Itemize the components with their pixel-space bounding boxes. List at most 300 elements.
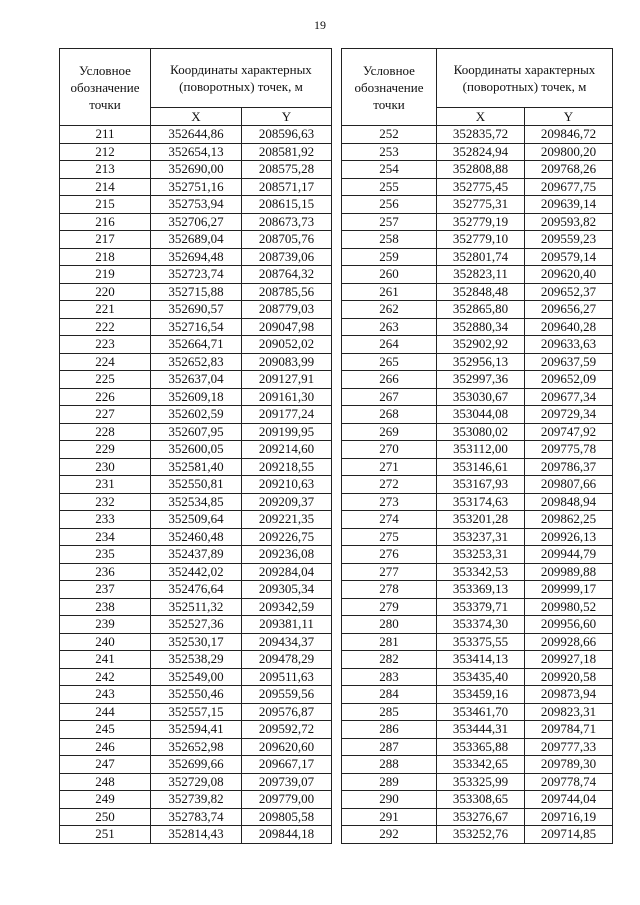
- point-number-cell: 254: [342, 161, 437, 179]
- table-row: [342, 511, 613, 529]
- x-coordinate-cell: 352549,00: [151, 668, 242, 686]
- y-coordinate-cell: 209920,58: [525, 668, 613, 686]
- x-coordinate-cell: 352607,95: [151, 423, 242, 441]
- point-number-cell: 243: [60, 686, 151, 704]
- x-coordinate-cell: 352739,82: [151, 791, 242, 809]
- point-number-cell: 231: [60, 476, 151, 494]
- x-coordinate-cell: 353435,40: [437, 668, 525, 686]
- table-row: [342, 143, 613, 161]
- point-number-cell: 234: [60, 528, 151, 546]
- point-number-cell: 258: [342, 231, 437, 249]
- y-coordinate-cell: 209381,11: [242, 616, 332, 634]
- y-coordinate-cell: 209789,30: [525, 756, 613, 774]
- x-coordinate-cell: 352814,43: [151, 826, 242, 844]
- table-row: [342, 283, 613, 301]
- y-coordinate-cell: 209768,26: [525, 161, 613, 179]
- point-number-cell: 230: [60, 458, 151, 476]
- point-number-cell: 250: [60, 808, 151, 826]
- x-coordinate-cell: 352609,18: [151, 388, 242, 406]
- table-row: [60, 441, 332, 459]
- point-number-cell: 287: [342, 738, 437, 756]
- y-coordinate-cell: 208779,03: [242, 301, 332, 319]
- x-coordinate-cell: 353201,28: [437, 511, 525, 529]
- x-coordinate-cell: 352902,92: [437, 336, 525, 354]
- point-number-cell: 257: [342, 213, 437, 231]
- point-number-cell: 227: [60, 406, 151, 424]
- y-coordinate-cell: 209999,17: [525, 581, 613, 599]
- y-coordinate-cell: 209199,95: [242, 423, 332, 441]
- table-row: [342, 336, 613, 354]
- x-coordinate-cell: 352753,94: [151, 196, 242, 214]
- y-coordinate-cell: 209784,71: [525, 721, 613, 739]
- y-coordinate-cell: 209805,58: [242, 808, 332, 826]
- table-row: [60, 143, 332, 161]
- y-coordinate-cell: 209800,20: [525, 143, 613, 161]
- header-x: X: [437, 108, 525, 126]
- header-coordinates: Координаты характерных (поворотных) точек, м: [437, 49, 613, 108]
- x-coordinate-cell: 353276,67: [437, 808, 525, 826]
- point-number-cell: 233: [60, 511, 151, 529]
- point-number-cell: 290: [342, 791, 437, 809]
- x-coordinate-cell: 352530,17: [151, 633, 242, 651]
- point-number-cell: 280: [342, 616, 437, 634]
- x-coordinate-cell: 353342,53: [437, 563, 525, 581]
- y-coordinate-cell: 209047,98: [242, 318, 332, 336]
- table-row: [60, 213, 332, 231]
- table-row: [60, 476, 332, 494]
- table-body-right: [342, 126, 613, 844]
- y-coordinate-cell: 209652,37: [525, 283, 613, 301]
- point-number-cell: 220: [60, 283, 151, 301]
- point-number-cell: 245: [60, 721, 151, 739]
- point-number-cell: 223: [60, 336, 151, 354]
- table-row: [60, 423, 332, 441]
- point-number-cell: 218: [60, 248, 151, 266]
- y-coordinate-cell: 209620,40: [525, 266, 613, 284]
- y-coordinate-cell: 208764,32: [242, 266, 332, 284]
- table-row: [60, 126, 332, 144]
- table-row: [342, 231, 613, 249]
- table-row: [60, 406, 332, 424]
- y-coordinate-cell: 209927,18: [525, 651, 613, 669]
- table-row: [60, 528, 332, 546]
- y-coordinate-cell: 208575,28: [242, 161, 332, 179]
- y-coordinate-cell: 209729,34: [525, 406, 613, 424]
- y-coordinate-cell: 209807,66: [525, 476, 613, 494]
- y-coordinate-cell: 209637,59: [525, 353, 613, 371]
- x-coordinate-cell: 353365,88: [437, 738, 525, 756]
- table-row: [342, 528, 613, 546]
- point-number-cell: 221: [60, 301, 151, 319]
- y-coordinate-cell: 208705,76: [242, 231, 332, 249]
- y-coordinate-cell: 208785,56: [242, 283, 332, 301]
- point-number-cell: 239: [60, 616, 151, 634]
- y-coordinate-cell: 209956,60: [525, 616, 613, 634]
- x-coordinate-cell: 353308,65: [437, 791, 525, 809]
- point-number-cell: 238: [60, 598, 151, 616]
- table-row: [342, 196, 613, 214]
- point-number-cell: 253: [342, 143, 437, 161]
- x-coordinate-cell: 352865,80: [437, 301, 525, 319]
- x-coordinate-cell: 353044,08: [437, 406, 525, 424]
- x-coordinate-cell: 352801,74: [437, 248, 525, 266]
- x-coordinate-cell: 352723,74: [151, 266, 242, 284]
- point-number-cell: 224: [60, 353, 151, 371]
- table-row: [60, 563, 332, 581]
- x-coordinate-cell: 353379,71: [437, 598, 525, 616]
- coordinates-table-left: [59, 48, 332, 844]
- header-coordinates: Координаты характерных (поворотных) точек, м: [151, 49, 332, 108]
- y-coordinate-cell: 209786,37: [525, 458, 613, 476]
- table-row: [60, 616, 332, 634]
- table-row: [60, 283, 332, 301]
- table-row: [342, 773, 613, 791]
- table-body-left: [60, 126, 332, 844]
- y-coordinate-cell: 209747,92: [525, 423, 613, 441]
- x-coordinate-cell: 353237,31: [437, 528, 525, 546]
- point-number-cell: 219: [60, 266, 151, 284]
- table-row: [342, 493, 613, 511]
- y-coordinate-cell: 208596,63: [242, 126, 332, 144]
- table-row: [60, 318, 332, 336]
- table-row: [342, 476, 613, 494]
- table-row: [60, 388, 332, 406]
- x-coordinate-cell: 353374,30: [437, 616, 525, 634]
- table-row: [60, 458, 332, 476]
- x-coordinate-cell: 352594,41: [151, 721, 242, 739]
- y-coordinate-cell: 209677,75: [525, 178, 613, 196]
- table-row: [342, 756, 613, 774]
- y-coordinate-cell: 209083,99: [242, 353, 332, 371]
- y-coordinate-cell: 209639,14: [525, 196, 613, 214]
- table-row: [342, 371, 613, 389]
- point-number-cell: 259: [342, 248, 437, 266]
- table-row: [60, 581, 332, 599]
- point-number-cell: 240: [60, 633, 151, 651]
- point-number-cell: 252: [342, 126, 437, 144]
- x-coordinate-cell: 352715,88: [151, 283, 242, 301]
- y-coordinate-cell: 209667,17: [242, 756, 332, 774]
- y-coordinate-cell: 209214,60: [242, 441, 332, 459]
- x-coordinate-cell: 352848,48: [437, 283, 525, 301]
- table-row: [342, 318, 613, 336]
- table-row: [60, 686, 332, 704]
- x-coordinate-cell: 352699,66: [151, 756, 242, 774]
- y-coordinate-cell: 209862,25: [525, 511, 613, 529]
- table-row: [60, 371, 332, 389]
- x-coordinate-cell: 353252,76: [437, 826, 525, 844]
- point-number-cell: 249: [60, 791, 151, 809]
- y-coordinate-cell: 209559,23: [525, 231, 613, 249]
- point-number-cell: 229: [60, 441, 151, 459]
- point-number-cell: 283: [342, 668, 437, 686]
- point-number-cell: 288: [342, 756, 437, 774]
- header-point-designation: Условное обозначение точки: [60, 49, 151, 126]
- point-number-cell: 216: [60, 213, 151, 231]
- point-number-cell: 237: [60, 581, 151, 599]
- x-coordinate-cell: 353167,93: [437, 476, 525, 494]
- y-coordinate-cell: 209652,09: [525, 371, 613, 389]
- x-coordinate-cell: 353146,61: [437, 458, 525, 476]
- y-coordinate-cell: 208581,92: [242, 143, 332, 161]
- y-coordinate-cell: 209779,00: [242, 791, 332, 809]
- x-coordinate-cell: 353444,31: [437, 721, 525, 739]
- x-coordinate-cell: 352689,04: [151, 231, 242, 249]
- table-row: [60, 721, 332, 739]
- point-number-cell: 232: [60, 493, 151, 511]
- x-coordinate-cell: 353375,55: [437, 633, 525, 651]
- x-coordinate-cell: 352751,16: [151, 178, 242, 196]
- point-number-cell: 268: [342, 406, 437, 424]
- x-coordinate-cell: 352706,27: [151, 213, 242, 231]
- point-number-cell: 228: [60, 423, 151, 441]
- table-row: [60, 773, 332, 791]
- y-coordinate-cell: 209944,79: [525, 546, 613, 564]
- table-row: [342, 213, 613, 231]
- x-coordinate-cell: 353459,16: [437, 686, 525, 704]
- table-row: [60, 826, 332, 844]
- header-y: Y: [525, 108, 613, 126]
- table-row: [342, 546, 613, 564]
- point-number-cell: 222: [60, 318, 151, 336]
- y-coordinate-cell: 209980,52: [525, 598, 613, 616]
- table-row: [60, 266, 332, 284]
- y-coordinate-cell: 209777,33: [525, 738, 613, 756]
- y-coordinate-cell: 209161,30: [242, 388, 332, 406]
- x-coordinate-cell: 352581,40: [151, 458, 242, 476]
- x-coordinate-cell: 352538,29: [151, 651, 242, 669]
- x-coordinate-cell: 352460,48: [151, 528, 242, 546]
- y-coordinate-cell: 209342,59: [242, 598, 332, 616]
- y-coordinate-cell: 209559,56: [242, 686, 332, 704]
- table-row: [342, 581, 613, 599]
- table-row: [342, 826, 613, 844]
- table-row: [342, 721, 613, 739]
- table-row: [342, 161, 613, 179]
- x-coordinate-cell: 352550,81: [151, 476, 242, 494]
- y-coordinate-cell: 209209,37: [242, 493, 332, 511]
- x-coordinate-cell: 353325,99: [437, 773, 525, 791]
- table-row: [342, 126, 613, 144]
- point-number-cell: 255: [342, 178, 437, 196]
- x-coordinate-cell: 353369,13: [437, 581, 525, 599]
- table-row: [60, 703, 332, 721]
- point-number-cell: 285: [342, 703, 437, 721]
- x-coordinate-cell: 352779,10: [437, 231, 525, 249]
- table-row: [60, 651, 332, 669]
- x-coordinate-cell: 352557,15: [151, 703, 242, 721]
- x-coordinate-cell: 352690,00: [151, 161, 242, 179]
- y-coordinate-cell: 209592,72: [242, 721, 332, 739]
- x-coordinate-cell: 352637,04: [151, 371, 242, 389]
- y-coordinate-cell: 209677,34: [525, 388, 613, 406]
- point-number-cell: 235: [60, 546, 151, 564]
- y-coordinate-cell: 209633,63: [525, 336, 613, 354]
- y-coordinate-cell: 209640,28: [525, 318, 613, 336]
- point-number-cell: 212: [60, 143, 151, 161]
- x-coordinate-cell: 353414,13: [437, 651, 525, 669]
- table-row: [342, 178, 613, 196]
- point-number-cell: 225: [60, 371, 151, 389]
- x-coordinate-cell: 352600,05: [151, 441, 242, 459]
- x-coordinate-cell: 353342,65: [437, 756, 525, 774]
- page-number: 19: [314, 18, 326, 32]
- x-coordinate-cell: 352511,32: [151, 598, 242, 616]
- table-row: [342, 248, 613, 266]
- y-coordinate-cell: 209236,08: [242, 546, 332, 564]
- x-coordinate-cell: 352654,13: [151, 143, 242, 161]
- point-number-cell: 226: [60, 388, 151, 406]
- table-row: [342, 441, 613, 459]
- table-row: [60, 493, 332, 511]
- x-coordinate-cell: 353112,00: [437, 441, 525, 459]
- table-row: [60, 353, 332, 371]
- y-coordinate-cell: 208673,73: [242, 213, 332, 231]
- y-coordinate-cell: 209778,74: [525, 773, 613, 791]
- y-coordinate-cell: 209823,31: [525, 703, 613, 721]
- y-coordinate-cell: 209305,34: [242, 581, 332, 599]
- x-coordinate-cell: 352783,74: [151, 808, 242, 826]
- x-coordinate-cell: 352690,57: [151, 301, 242, 319]
- y-coordinate-cell: 209739,07: [242, 773, 332, 791]
- table-row: [60, 161, 332, 179]
- point-number-cell: 265: [342, 353, 437, 371]
- point-number-cell: 215: [60, 196, 151, 214]
- point-number-cell: 292: [342, 826, 437, 844]
- y-coordinate-cell: 209052,02: [242, 336, 332, 354]
- x-coordinate-cell: 352775,31: [437, 196, 525, 214]
- x-coordinate-cell: 352664,71: [151, 336, 242, 354]
- point-number-cell: 284: [342, 686, 437, 704]
- table-row: [60, 196, 332, 214]
- x-coordinate-cell: 353080,02: [437, 423, 525, 441]
- point-number-cell: 211: [60, 126, 151, 144]
- point-number-cell: 261: [342, 283, 437, 301]
- point-number-cell: 260: [342, 266, 437, 284]
- x-coordinate-cell: 352509,64: [151, 511, 242, 529]
- point-number-cell: 289: [342, 773, 437, 791]
- point-number-cell: 272: [342, 476, 437, 494]
- table-row: [60, 546, 332, 564]
- y-coordinate-cell: 209210,63: [242, 476, 332, 494]
- y-coordinate-cell: 209478,29: [242, 651, 332, 669]
- y-coordinate-cell: 209221,35: [242, 511, 332, 529]
- coordinates-table-right: [341, 48, 613, 844]
- point-number-cell: 217: [60, 231, 151, 249]
- x-coordinate-cell: 352824,94: [437, 143, 525, 161]
- point-number-cell: 279: [342, 598, 437, 616]
- table-row: [60, 301, 332, 319]
- table-row: [342, 668, 613, 686]
- y-coordinate-cell: 209434,37: [242, 633, 332, 651]
- point-number-cell: 269: [342, 423, 437, 441]
- table-row: [342, 598, 613, 616]
- table-row: [342, 791, 613, 809]
- point-number-cell: 276: [342, 546, 437, 564]
- table-row: [342, 703, 613, 721]
- point-number-cell: 266: [342, 371, 437, 389]
- y-coordinate-cell: 209989,88: [525, 563, 613, 581]
- point-number-cell: 263: [342, 318, 437, 336]
- point-number-cell: 242: [60, 668, 151, 686]
- point-number-cell: 277: [342, 563, 437, 581]
- table-row: [60, 248, 332, 266]
- x-coordinate-cell: 352527,36: [151, 616, 242, 634]
- x-coordinate-cell: 352729,08: [151, 773, 242, 791]
- table-row: [342, 423, 613, 441]
- table-row: [60, 738, 332, 756]
- table-row: [342, 808, 613, 826]
- point-number-cell: 214: [60, 178, 151, 196]
- point-number-cell: 278: [342, 581, 437, 599]
- y-coordinate-cell: 209744,04: [525, 791, 613, 809]
- y-coordinate-cell: 209511,63: [242, 668, 332, 686]
- x-coordinate-cell: 352644,86: [151, 126, 242, 144]
- y-coordinate-cell: 209656,27: [525, 301, 613, 319]
- x-coordinate-cell: 352652,98: [151, 738, 242, 756]
- point-number-cell: 213: [60, 161, 151, 179]
- point-number-cell: 262: [342, 301, 437, 319]
- x-coordinate-cell: 352534,85: [151, 493, 242, 511]
- table-row: [60, 336, 332, 354]
- table-row: [342, 651, 613, 669]
- table-row: [342, 563, 613, 581]
- table-row: [342, 686, 613, 704]
- x-coordinate-cell: 353253,31: [437, 546, 525, 564]
- y-coordinate-cell: 209844,18: [242, 826, 332, 844]
- table-row: [342, 301, 613, 319]
- y-coordinate-cell: 209620,60: [242, 738, 332, 756]
- y-coordinate-cell: 209284,04: [242, 563, 332, 581]
- x-coordinate-cell: 353030,67: [437, 388, 525, 406]
- point-number-cell: 286: [342, 721, 437, 739]
- x-coordinate-cell: 353174,63: [437, 493, 525, 511]
- x-coordinate-cell: 352880,34: [437, 318, 525, 336]
- y-coordinate-cell: 209127,91: [242, 371, 332, 389]
- x-coordinate-cell: 352775,45: [437, 178, 525, 196]
- point-number-cell: 244: [60, 703, 151, 721]
- x-coordinate-cell: 353461,70: [437, 703, 525, 721]
- point-number-cell: 282: [342, 651, 437, 669]
- point-number-cell: 273: [342, 493, 437, 511]
- y-coordinate-cell: 209177,24: [242, 406, 332, 424]
- table-row: [60, 178, 332, 196]
- y-coordinate-cell: 209579,14: [525, 248, 613, 266]
- table-row: [60, 808, 332, 826]
- x-coordinate-cell: 352602,59: [151, 406, 242, 424]
- x-coordinate-cell: 352652,83: [151, 353, 242, 371]
- point-number-cell: 271: [342, 458, 437, 476]
- x-coordinate-cell: 352956,13: [437, 353, 525, 371]
- y-coordinate-cell: 208615,15: [242, 196, 332, 214]
- table-row: [342, 738, 613, 756]
- point-number-cell: 274: [342, 511, 437, 529]
- y-coordinate-cell: 209218,55: [242, 458, 332, 476]
- header-y: Y: [242, 108, 332, 126]
- table-row: [60, 633, 332, 651]
- table-row: [342, 388, 613, 406]
- y-coordinate-cell: 209226,75: [242, 528, 332, 546]
- y-coordinate-cell: 209775,78: [525, 441, 613, 459]
- point-number-cell: 246: [60, 738, 151, 756]
- x-coordinate-cell: 352476,64: [151, 581, 242, 599]
- header-point-designation: Условное обозначение точки: [342, 49, 437, 126]
- y-coordinate-cell: 209873,94: [525, 686, 613, 704]
- y-coordinate-cell: 209926,13: [525, 528, 613, 546]
- y-coordinate-cell: 209716,19: [525, 808, 613, 826]
- y-coordinate-cell: 209593,82: [525, 213, 613, 231]
- point-number-cell: 267: [342, 388, 437, 406]
